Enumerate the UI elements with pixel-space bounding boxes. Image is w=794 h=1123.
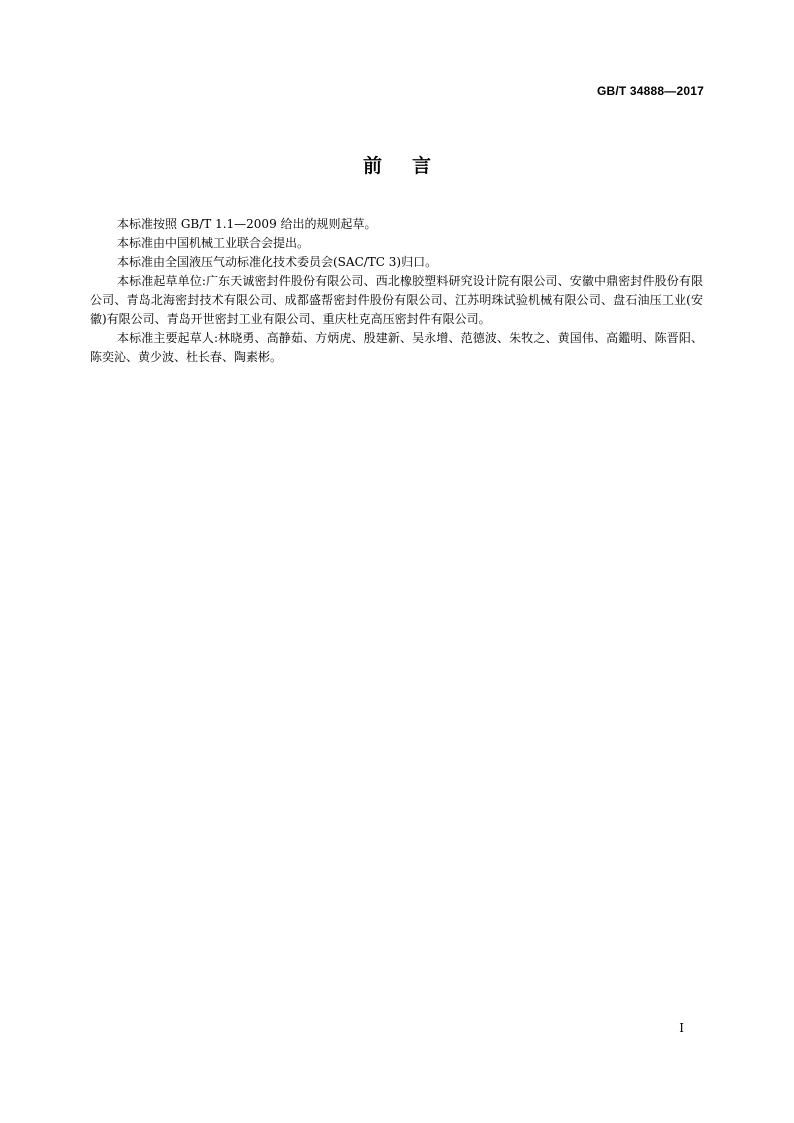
- page-title: 前言: [362, 155, 461, 177]
- paragraph-main-drafters: 本标准主要起草人:林晓勇、高静茹、方炳虎、殷建新、吴永增、范德波、朱牧之、黄国伟、高鑑明、陈晋阳、陈奕沁、黄少波、杜长春、陶素彬。: [90, 331, 703, 364]
- paragraph-proposer: 本标准由中国机械工业联合会提出。: [117, 236, 310, 250]
- paragraph-drafting-organizations: 本标准起草单位:广东天诚密封件股份有限公司、西北橡胶塑料研究设计院有限公司、安徽中鼎密封件股份有限公司、青岛北海密封技术有限公司、成都盛帮密封件股份有限公司、江苏明珠试验机械有限公司、盘石油压工业(安徽)有限公司、青岛开世密封工业有限公司、重庆杜克高压密封件有限公司。: [90, 274, 703, 326]
- foreword-body: [90, 215, 703, 367]
- standard-code: GB/T 34888—2017: [596, 84, 704, 98]
- paragraph-centralized-unit: 本标准由全国液压气动标准化技术委员会(SAC/TC 3)归口。: [117, 255, 438, 269]
- paragraph-drafting-rules: 本标准按照 GB/T 1.1—2009 给出的规则起草。: [117, 217, 377, 231]
- page-number: I: [679, 1021, 684, 1035]
